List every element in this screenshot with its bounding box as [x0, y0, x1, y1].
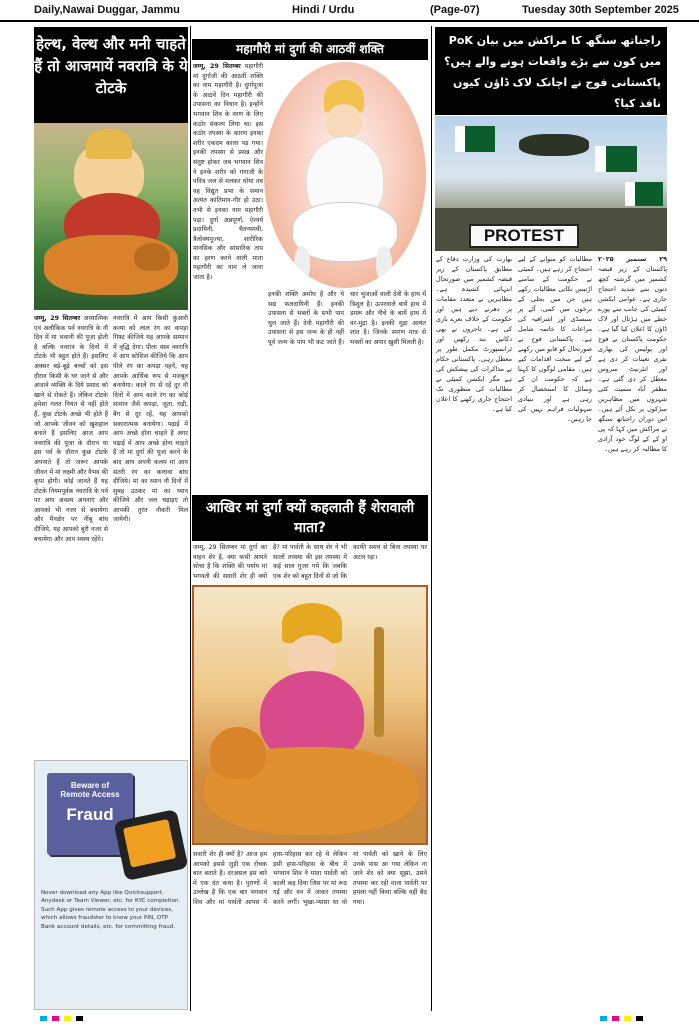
print-registration-marks — [0, 1014, 699, 1024]
ad-text: Never download any App like Quicksupport, Anydesk or Team Viewer, etc. for KYC completion. Such App gives remote access to your devices, which allows fraudster to know your PIN, OTP Bank account details, etc. for committing fraud. — [41, 890, 181, 930]
article-body: नवरात्रि में आप किसी कुंआरी कन्या को लाल रंग का कपड़ा गिफ्ट कीजिये यह आपके सम्मान में वृद्धि देगा। पीला वस्त्र नवरात्रि में आप कोशिश कीजिये कि आप पीले रंग का कपड़ा पहनें, यह आपके आर्थिक रूप से मजबूत बनायेगा। काले रंग से रहें दूर नौ दिनों में आप काले रंग का कोई सामान जैसे कपड़ा, जूता, घड़ी, बैग से दूर रहें, यह आपको सकारात्मक बनायेगा। पढ़ाई में आप अच्छे होना चाहते हैं अगर पढ़ाई में आप अच्छे होना चाहते हैं तो मां दुर्गा की पूजा करने के बाद आप अपनी कलम मां आप संतरी रंग का कलावा बांध दीजिये। मां का ध्यान नौ दिनों में सुबह उठकर मां का ध्यान कीजिये और जल चढ़ाइए तो आपकी तुरंत नौकरी मिल जायेगी। — [113, 315, 188, 524]
article-column — [598, 254, 667, 1011]
article-column — [34, 314, 108, 754]
fraud-awareness-ad — [34, 760, 188, 1010]
article-column — [518, 254, 592, 1011]
column-divider — [190, 26, 191, 1011]
warning-line-3: Fraud — [66, 805, 114, 824]
right-headline: راجناتھ سنگھ کا مراکش میں بیان PoK میں کون سے بڑے واقعات ہونے والے ہیں؟ پاکستانی فوج نے اچانک لاک ڈاؤن کیوں نافذ کیا؟ — [435, 27, 667, 115]
masthead — [0, 0, 699, 22]
article-column — [193, 543, 427, 583]
language-label: Hindi / Urdu — [292, 4, 355, 16]
column-divider — [431, 26, 432, 1011]
issue-date: Tuesday 30th September 2025 — [522, 4, 679, 16]
navratri-goddess-image — [34, 123, 188, 310]
article-body: مطالبات کو منوانے کے لیے احتجاج کر رہے ہیں۔ کمیٹی نے حکومت کے سامنے اڑتیس نکاتی مطالبات رکھے ہیں جن میں بجلی کے نرخوں میں کمی، آٹے پر سبسڈی اور اشرافیہ کی مراعات کا خاتمہ شامل ہے۔ پاکستانی فوج نے صورتحال کو قابو میں رکھنے کے لیے سخت اقدامات کیے ہیں۔ مقامی لوگوں کا کہنا ہے کہ حکومت ان کے وسائل کا استحصال کر رہی ہے اور بنیادی سہولیات فراہم نہیں کی جا رہیں۔ — [518, 255, 592, 423]
article-body: پاکستان کے زیر قبضہ کشمیر میں گزشتہ کچھ دنوں سے شدید احتجاج جاری ہے۔ عوامی ایکشن کمیٹی کی جانب سے پورے خطے میں ہڑتال اور لاک ڈاؤن کا اعلان کیا گیا ہے۔ حکومت پاکستان نے فوج اور پولیس کی بھاری نفری تعینات کر دی ہے اور انٹرنیٹ سروس معطل کر دی گئی ہے۔ مظفر آباد سمیت کئی شہروں میں مظاہرین سڑکوں پر نکل آئے ہیں۔ اس دوران راجناتھ سنگھ نے مراکش میں کہا کہ پی او کے کے لوگ خود آزادی کا مطالبہ کر رہے ہیں۔ — [598, 265, 667, 453]
warning-line-2: Remote Access — [60, 790, 120, 799]
middle-headline-1: महागौरी मां दुर्गा की आठवीं शक्ति — [192, 39, 428, 60]
article-column — [193, 850, 427, 1010]
dateline: जम्मू, 29 सितम्बर — [34, 315, 81, 322]
article-column — [436, 254, 512, 1011]
article-body: بھارت کی وزارت دفاع کے مطابق پاکستان کے زیر قبضہ کشمیر میں صورتحال انتہائی کشیدہ ہے۔ مظاہرین نے متعدد مقامات پر دھرنے دیے ہیں اور حکومت کے خلاف نعرے بازی کی ہے۔ تاجروں نے بھی دکانیں بند رکھیں اور ٹرانسپورٹ مکمل طور پر معطل رہی۔ پاکستانی حکام نے مذاکرات کی پیشکش کی ہے مگر ایکشن کمیٹی نے مطالبات کی منظوری تک احتجاج جاری رکھنے کا اعلان کیا ہے۔ — [436, 255, 512, 413]
article-body: महागौरी मां दुर्गाजी की आठवीं शक्ति का नाम महागौरी है। दुर्गापूजा के आठवें दिन महागौरी की उपासना का विधान है। इन्होंने भगवान शिव के वरण के लिए कठोर संकल्प लिया था। इस कठोर तपस्या के कारण इनका शरीर एकदम काला पड़ गया। इनकी तपस्या से प्रसन्न और संतुष्ट होकर जब भगवान शिव ने इनके शरीर को गंगाजी के पवित्र जल से मलकर धोया तब वह विद्युत प्रभा के समान अत्यंत कांतिमान-गौर हो उठा। तभी से इनका नाम महागौरी पड़ा। दुर्गा अन्नपूर्णा, ऐश्वर्य प्रदायिनी, चैतन्यमयी, त्रैलोक्यपूज्या, शारीरिक मानसिक और सांसारिक ताप का हरण करने वाली माता महागौरी का नाम ले जाना जाता है। — [193, 63, 263, 282]
newspaper-name: Daily,Nawai Duggar, Jammu — [34, 4, 180, 16]
article-column — [113, 314, 188, 754]
sherawali-mata-image — [192, 585, 428, 845]
left-headline: हेल्थ, वेल्थ और मनी चाहते हैं तो आजमायें नवरात्रि के ये टोटके — [34, 27, 188, 123]
article-body: इनकी शक्ति अमोघ है और ये सद्य फलदायिनी हैं। इनकी उपासना से भक्तों के सभी पाप धुल जाते हैं। देवी महागौरी की उपासना से इस जन्म के ही नहीं पूर्व जन्म के पाप भी कट जाते हैं। चार भुजाओं वाली देवी के हाथ में त्रिशूल है। ऊपरवाले बायें हाथ में डमरू और नीचे के बायें हाथ में वर-मुद्रा है। इनकी मुद्रा अत्यंत शांत है। जिनके स्मरण मात्र से भक्तों का अपार खुशी मिलती है। — [268, 291, 426, 346]
article-body: अध्यात्मिक एवं अलौकिक पर्व नवरात्रि के नौ दिन में मां भवानी की पूजा होती है बल्कि नवरात्र के दिनों में टोटके भी बहुत होते हैं। इसलिए अक्सर बड़े-बूढ़े बच्चों को इस दौरान किसी के घर जाने से और अंजाने व्यक्ति के दिये प्रसाद को खाने से रोकते हैं। लेकिन टोटके हमेशा गलत नियत से नहीं होते हैं, कुछ टोटके अच्छे भी होते हैं जो आपके जीवन को खुशहाल बनाते हैं इसलिए आज आप नवरात्रि की पूजा के दौरान या इस पर्व के दौरान कुछ टोटके अपनाते हैं तो जरूर आपके जीवन में मां लक्ष्मी और वैभव की कृपा होगी। कोई जानते हैं यह टोटके नियमपूर्वक नवरात्रि के पर्व पर आप अवश्य अपनाएं और आपको भी नजर से बचायेगा और मैनडोर पर नींबू बांध दीजिये, यह आपको बुरी नजर से बचायेगा और आप स्वस्थ रहेंगे। — [34, 315, 108, 543]
mahagauri-image — [264, 62, 426, 288]
dateline: जम्मू, 29 सितम्बर — [193, 63, 241, 70]
article-body: जम्मू, 29 सितम्बर मां दुर्गा का वाहन शेर है, क्या कभी आपने सोचा है कि शक्ति की पर्याय मां भगवती की सवारी शेर ही क्यों है? मां पार्वती के साथ शेर ने भी सालों तपस्या की इस तपस्या में कई साल गुजर गये कि जबकि एक शेर को बहुत दिनों से जो कि काफी समय से बिना तपस्या पर अटल रहा। — [193, 544, 427, 580]
page-number: (Page-07) — [430, 4, 480, 16]
protest-sign: PROTEST — [469, 224, 579, 248]
pok-protest-image — [435, 116, 667, 251]
article-column — [268, 290, 426, 488]
dateline: ۲۹ ستمبر ۲۰۲۵ — [598, 255, 667, 263]
warning-line-1: Beware of — [70, 781, 110, 790]
phone-icon — [113, 809, 188, 881]
article-body: सवारी शेर ही क्यों है? आज हम आपको इससे जुड़ी एक रोचक बात बताते हैं। दरअसल इस बारे में एक दंत कथा है। पुराणों में उल्लेख है कि एक बार भगवान शिव और मां पार्वती आपस में हास-परिहास कर रहे थे लेकिन इसी हास-परिहास के बीच में भगवान शिव ने माता पार्वती को काली कह दिया जिस पर मां रूठ गईं और वन में जाकर तपस्या करने लगीं। भूखा-प्यासा था वो मां पार्वती को खाने के लिए उनके पास आ गया लेकिन ना जाने शेर को क्या सूझा, उसने तपस्या कर रही माता पार्वती पर हमला नहीं किया बल्कि वहीं बैठ गया। — [193, 851, 427, 906]
middle-headline-2: आखिर मां दुर्गा क्यों कहलाती हैं शेरावाली माता? — [192, 495, 428, 541]
article-column — [193, 62, 263, 487]
